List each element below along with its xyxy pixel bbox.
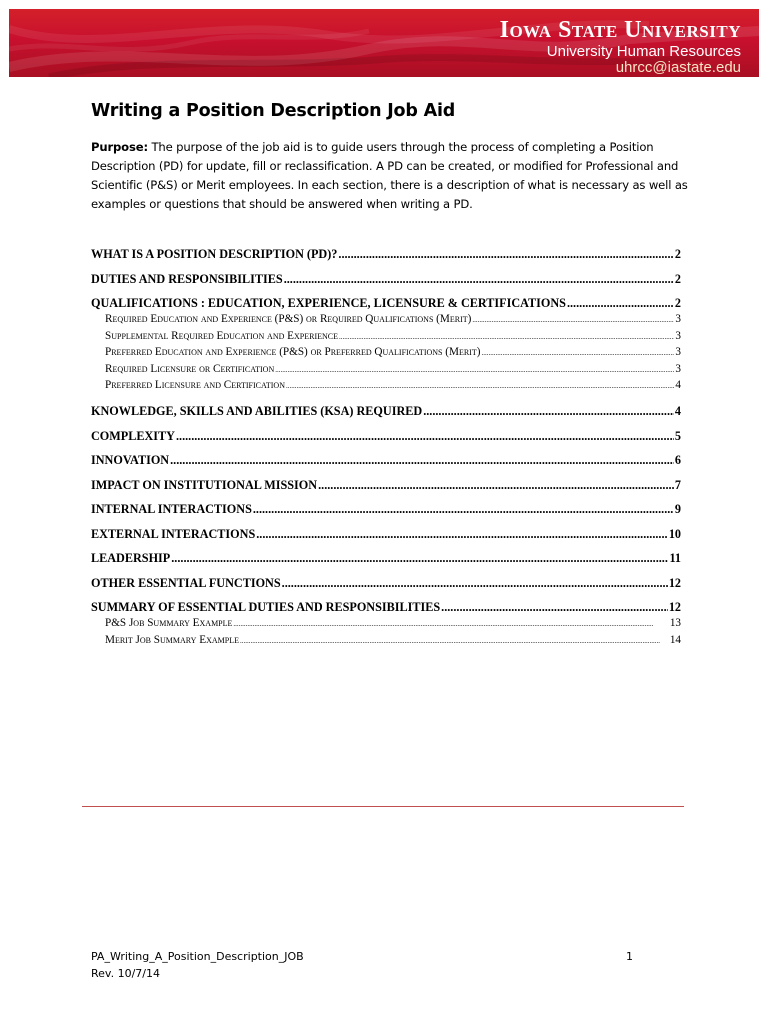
toc-entry-label: INNOVATION xyxy=(91,453,170,468)
footer-info xyxy=(91,948,304,982)
toc-leader-dots xyxy=(253,502,674,517)
toc-subentry[interactable] xyxy=(91,379,681,396)
toc-entry[interactable] xyxy=(91,247,681,263)
toc-subentry[interactable] xyxy=(91,346,681,363)
toc-leader-dots xyxy=(282,576,668,591)
toc-entry[interactable] xyxy=(91,429,681,445)
toc-leader-dots xyxy=(339,330,674,342)
purpose-text: The purpose of the job aid is to guide users through the process of completing a Position Description (PD) for update, fill or reclassification. A PD can be created, or modified for Professional and Scientific (P&S) or Merit employees. In each section, there is a description of what is necessary as well as examples or questions that should be answered when writing a PD. xyxy=(91,140,688,211)
toc-entry[interactable] xyxy=(91,576,681,592)
toc-page-number: 6 xyxy=(674,453,681,468)
toc-entry-label: Required Education and Experience (P&S) or Required Qualifications (Merit) xyxy=(105,313,472,325)
toc-leader-dots xyxy=(567,296,674,311)
toc-page-number: 2 xyxy=(674,271,681,286)
toc-leader-dots xyxy=(240,634,669,646)
toc-entry-label: Merit Job Summary Example xyxy=(105,634,239,647)
toc-leader-dots xyxy=(423,404,674,419)
toc-leader-dots xyxy=(441,600,668,615)
toc-leader-dots xyxy=(284,272,674,287)
toc-page-number: 12 xyxy=(668,600,681,615)
toc-entry-label: DUTIES AND RESPONSIBILITIES xyxy=(91,271,283,286)
toc-page-number: 3 xyxy=(675,362,681,375)
toc-page-number: 2 xyxy=(674,247,681,261)
toc-page-number: 2 xyxy=(674,296,681,310)
toc-entry-label: Required Licensure or Certification xyxy=(105,362,275,375)
toc-leader-dots xyxy=(338,247,674,262)
contact-email[interactable]: uhrcc@iastate.edu xyxy=(615,59,741,76)
toc-page-number: 7 xyxy=(674,477,681,492)
toc-entry-label: Preferred Education and Experience (P&S) or Preferred Qualifications (Merit) xyxy=(105,346,481,359)
toc-entry[interactable] xyxy=(91,272,681,288)
toc-leader-dots xyxy=(275,363,674,375)
toc-page-number: 10 xyxy=(668,526,681,541)
toc-leader-dots xyxy=(481,346,674,358)
toc-entry-label: SUMMARY OF ESSENTIAL DUTIES AND RESPONSIBILITIES xyxy=(91,600,441,615)
toc-entry-label: Preferred Licensure and Certification xyxy=(105,379,285,392)
toc-page-number: 3 xyxy=(675,329,681,342)
toc-leader-dots xyxy=(256,527,668,542)
toc-entry[interactable] xyxy=(91,527,681,543)
toc-page-number: 4 xyxy=(675,379,681,392)
department-name: University Human Resources xyxy=(546,43,741,60)
toc-page-number: 9 xyxy=(674,502,681,517)
university-name: Iowa State University xyxy=(499,17,741,43)
toc-page-number: 5 xyxy=(674,428,681,443)
toc-subentry[interactable] xyxy=(91,363,681,380)
toc-entry-label: INTERNAL INTERACTIONS xyxy=(91,502,252,517)
toc-page-number: 4 xyxy=(674,404,681,419)
toc-entry-label: Supplemental Required Education and Experience xyxy=(105,329,338,342)
toc-entry[interactable] xyxy=(91,600,681,616)
toc-entry[interactable] xyxy=(91,551,681,567)
toc-entry-label: WHAT IS A POSITION DESCRIPTION (PD)? xyxy=(91,247,338,261)
footer-divider xyxy=(82,806,684,807)
toc-page-number: 13 xyxy=(669,617,681,630)
toc-page-number: 11 xyxy=(669,551,681,566)
toc-entry-label: COMPLEXITY xyxy=(91,428,175,443)
toc-page-number: 3 xyxy=(675,313,681,325)
toc-entry-label: IMPACT ON INSTITUTIONAL MISSION xyxy=(91,477,318,492)
toc-leader-dots xyxy=(233,617,668,629)
toc-page-number: 14 xyxy=(669,634,681,647)
toc-page-number: 3 xyxy=(675,346,681,359)
toc-entry[interactable] xyxy=(91,404,681,420)
toc-entry-label: P&S Job Summary Example xyxy=(105,617,233,630)
toc-entry[interactable] xyxy=(91,478,681,494)
table-of-contents xyxy=(91,247,681,651)
toc-leader-dots xyxy=(318,478,674,493)
toc-subentry[interactable] xyxy=(91,330,681,347)
toc-entry-label: KNOWLEDGE, SKILLS AND ABILITIES (KSA) REQUIRED xyxy=(91,404,423,419)
purpose-paragraph xyxy=(91,138,691,214)
footer-filename: PA_Writing_A_Position_Description_JOB xyxy=(91,950,304,963)
toc-entry[interactable] xyxy=(91,502,681,518)
document-title: Writing a Position Description Job Aid xyxy=(91,101,456,121)
footer-revision: Rev. 10/7/14 xyxy=(91,967,160,980)
toc-entry-label: EXTERNAL INTERACTIONS xyxy=(91,526,256,541)
toc-subentry[interactable] xyxy=(91,313,681,330)
toc-page-number: 12 xyxy=(668,575,681,590)
toc-subentry[interactable] xyxy=(91,617,681,634)
header-banner xyxy=(9,9,759,77)
toc-leader-dots xyxy=(170,453,674,468)
toc-entry-label: LEADERSHIP xyxy=(91,551,171,566)
toc-leader-dots xyxy=(176,429,674,444)
page-number: 1 xyxy=(626,950,633,963)
toc-leader-dots xyxy=(286,379,674,391)
toc-entry-label: QUALIFICATIONS : EDUCATION, EXPERIENCE, LICENSURE & CERTIFICATIONS xyxy=(91,296,566,310)
toc-entry[interactable] xyxy=(91,453,681,469)
toc-leader-dots xyxy=(171,551,668,566)
toc-subentry[interactable] xyxy=(91,634,681,651)
toc-entry-label: OTHER ESSENTIAL FUNCTIONS xyxy=(91,575,281,590)
purpose-label: Purpose: xyxy=(91,140,148,154)
toc-leader-dots xyxy=(472,313,674,325)
toc-entry[interactable] xyxy=(91,296,681,312)
university-brand xyxy=(500,17,741,76)
